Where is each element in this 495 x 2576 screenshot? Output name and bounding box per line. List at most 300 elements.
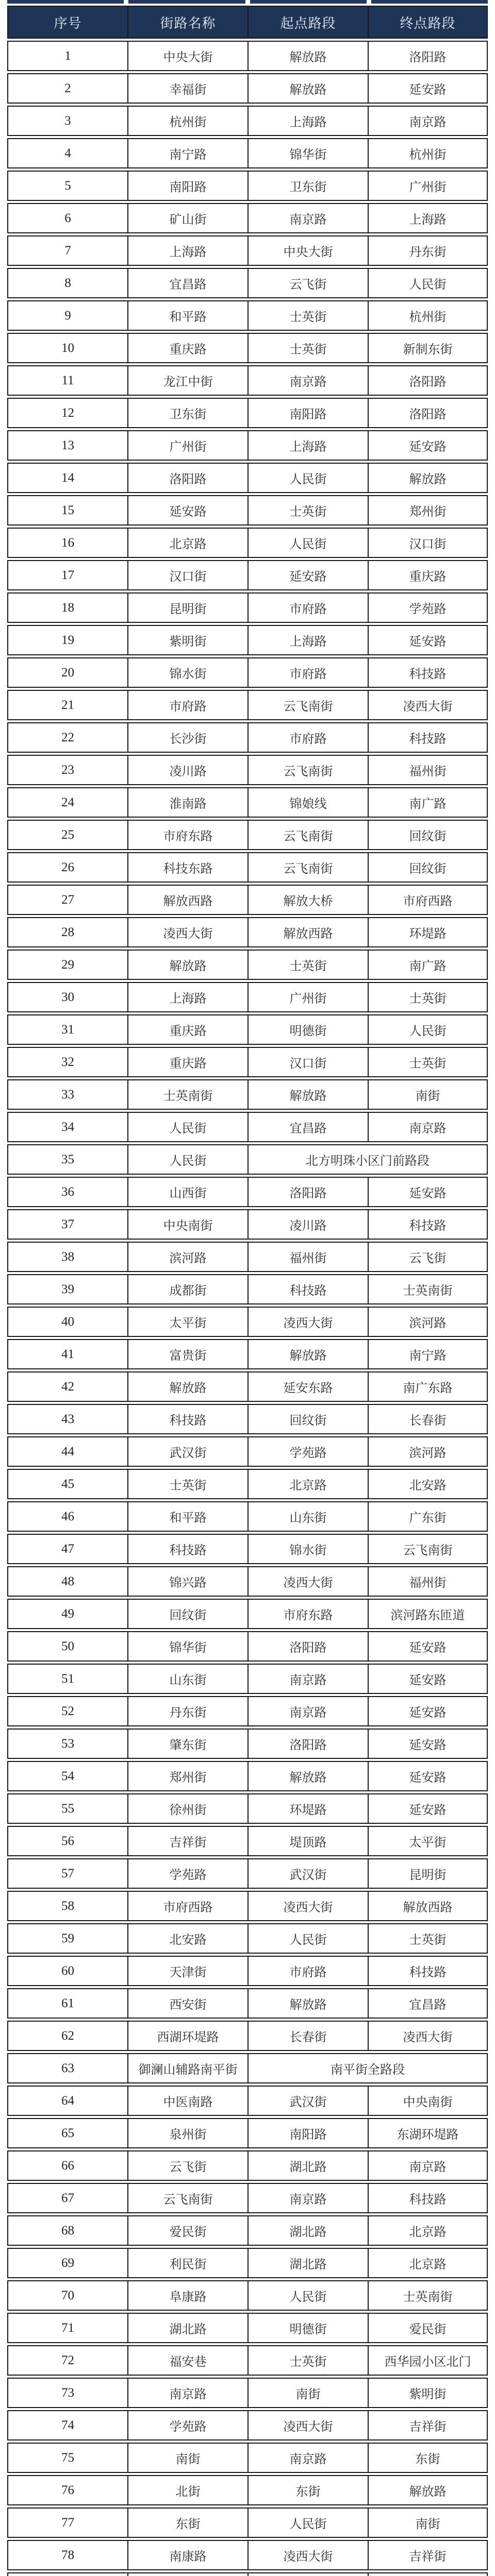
header-cell-start-section: 起点路段 <box>248 6 368 39</box>
table-row <box>7 1566 488 1597</box>
end-section-cell: 滨河路 <box>368 1436 488 1467</box>
row-index-cell: 3 <box>7 106 127 136</box>
start-section-cell: 解放路 <box>248 41 368 71</box>
end-section-cell: 杭州街 <box>368 300 488 331</box>
start-section-cell: 南京路 <box>248 1664 368 1694</box>
table-row <box>7 268 488 298</box>
end-section-cell: 滨河路 <box>368 1307 488 1337</box>
start-section-cell: 南京路 <box>248 2183 368 2213</box>
start-section-cell: 凌西大街 <box>248 2540 368 2570</box>
street-name-cell: 郑州街 <box>127 1761 248 1791</box>
start-section-cell: 回纹街 <box>248 1404 368 1434</box>
row-index-cell: 19 <box>7 625 127 655</box>
street-name-cell: 吉祥街 <box>127 1826 248 1856</box>
table-row <box>7 2443 488 2473</box>
end-section-cell: 云飞街 <box>368 1242 488 1272</box>
street-name-cell: 昆明街 <box>127 592 248 623</box>
street-name-cell: 学苑路 <box>127 2410 248 2441</box>
end-section-cell: 上海路 <box>368 203 488 233</box>
row-index-cell: 55 <box>7 1793 127 1824</box>
end-section-cell: 郑州街 <box>368 495 488 526</box>
row-index-cell: 44 <box>7 1436 127 1467</box>
table-row <box>7 41 488 71</box>
end-section-cell: 科技路 <box>368 1209 488 1240</box>
start-section-cell: 解放路 <box>248 1988 368 2019</box>
row-index-cell: 41 <box>7 1339 127 1369</box>
street-name-cell: 滨河路 <box>127 1242 248 1272</box>
end-section-cell: 新制东街 <box>368 333 488 363</box>
street-name-cell: 解放路 <box>127 950 248 980</box>
street-name-cell: 重庆路 <box>127 1047 248 1077</box>
street-name-cell: 重庆路 <box>127 333 248 363</box>
start-section-cell: 延安路 <box>248 560 368 590</box>
row-index-cell: 43 <box>7 1404 127 1434</box>
table-row <box>7 2150 488 2181</box>
street-name-cell: 重庆路 <box>127 1014 248 1045</box>
start-section-cell: 南京路 <box>248 365 368 396</box>
start-section-cell: 东街 <box>248 2475 368 2505</box>
end-section-cell: 北京路 <box>368 2248 488 2278</box>
end-section-cell: 福州街 <box>368 755 488 785</box>
start-section-cell: 山东街 <box>248 1501 368 1532</box>
row-index-cell: 35 <box>7 1144 127 1175</box>
table-row <box>7 495 488 526</box>
row-index-cell: 1 <box>7 41 127 71</box>
row-index-cell: 68 <box>7 2215 127 2246</box>
start-section-cell: 凌川路 <box>248 1209 368 1240</box>
table-row <box>7 1112 488 1142</box>
street-name-cell: 北京路 <box>127 528 248 558</box>
end-section-cell: 市府西路 <box>368 885 488 915</box>
header-row <box>7 6 488 39</box>
table-row <box>7 106 488 136</box>
end-section-cell: 太平街 <box>368 1826 488 1856</box>
start-section-cell: 凌西大街 <box>248 1891 368 1921</box>
row-index-cell: 51 <box>7 1664 127 1694</box>
table-row <box>7 300 488 331</box>
end-section-cell: 吉祥街 <box>368 2540 488 2570</box>
start-section-cell: 解放路 <box>248 1761 368 1791</box>
end-section-cell: 广东街 <box>368 1501 488 1532</box>
street-name-cell: 泉州街 <box>127 2118 248 2148</box>
row-index-cell: 48 <box>7 1566 127 1597</box>
row-index-cell: 53 <box>7 1728 127 1759</box>
end-section-cell: 延安路 <box>368 625 488 655</box>
start-section-cell: 明德街 <box>248 1014 368 1045</box>
row-index-cell: 9 <box>7 300 127 331</box>
table-row <box>7 1242 488 1272</box>
end-section-cell: 汉口街 <box>368 528 488 558</box>
start-section-cell: 堤顶路 <box>248 1826 368 1856</box>
start-section-cell: 凌西大街 <box>248 1307 368 1337</box>
table-row <box>7 1858 488 1889</box>
cropped-previous-row <box>0 0 495 4</box>
street-name-cell: 宜昌路 <box>127 268 248 298</box>
start-section-cell: 湖北路 <box>248 2150 368 2181</box>
end-section-cell: 人民街 <box>368 268 488 298</box>
start-section-cell: 科技路 <box>248 1274 368 1304</box>
row-index-cell: 18 <box>7 592 127 623</box>
table-row <box>7 138 488 168</box>
row-index-cell: 75 <box>7 2443 127 2473</box>
start-section-cell: 南京路 <box>248 2443 368 2473</box>
start-section-cell: 市府路 <box>248 1956 368 1986</box>
street-name-cell: 延安路 <box>127 495 248 526</box>
start-section-cell: 云飞南街 <box>248 755 368 785</box>
street-name-cell: 肇东街 <box>127 1728 248 1759</box>
street-name-cell: 太平街 <box>127 1307 248 1337</box>
start-section-cell: 湖北路 <box>248 2248 368 2278</box>
row-index-cell: 54 <box>7 1761 127 1791</box>
row-index-cell: 26 <box>7 852 127 883</box>
start-section-cell: 环堤路 <box>248 1793 368 1824</box>
table-row <box>7 2183 488 2213</box>
end-section-cell: 士英南街 <box>368 1274 488 1304</box>
table-row <box>7 1793 488 1824</box>
table-row <box>7 1891 488 1921</box>
start-section-cell: 卫东街 <box>248 171 368 201</box>
row-index-cell: 52 <box>7 1696 127 1726</box>
row-index-cell: 5 <box>7 171 127 201</box>
street-name-cell: 湖北路 <box>127 2313 248 2343</box>
end-section-cell: 重庆路 <box>368 560 488 590</box>
table-row <box>7 625 488 655</box>
table-row <box>7 1696 488 1726</box>
table-row <box>7 787 488 818</box>
street-name-cell: 洛阳路 <box>127 463 248 493</box>
end-section-cell: 延安路 <box>368 1696 488 1726</box>
table-row <box>7 2280 488 2311</box>
row-index-cell: 76 <box>7 2475 127 2505</box>
start-section-cell: 南街 <box>248 2378 368 2408</box>
end-section-cell: 凌西大街 <box>368 690 488 720</box>
row-index-cell: 49 <box>7 1599 127 1629</box>
row-index-cell: 24 <box>7 787 127 818</box>
table-row <box>7 235 488 266</box>
table-row <box>7 1177 488 1207</box>
street-name-cell: 山西街 <box>127 1177 248 1207</box>
row-index-cell: 73 <box>7 2378 127 2408</box>
table-row <box>7 1728 488 1759</box>
table-row <box>7 592 488 623</box>
end-section-cell: 西华园小区北门 <box>368 2345 488 2376</box>
street-name-cell: 科技路 <box>127 1404 248 1434</box>
street-name-cell: 成都街 <box>127 1274 248 1304</box>
street-name-cell: 丹东街 <box>127 1696 248 1726</box>
row-index-cell: 15 <box>7 495 127 526</box>
street-name-cell: 南康路 <box>127 2540 248 2570</box>
row-index-cell: 46 <box>7 1501 127 1532</box>
row-index-cell: 6 <box>7 203 127 233</box>
table-row <box>7 2410 488 2441</box>
row-index-cell: 64 <box>7 2086 127 2116</box>
end-section-cell: 南街 <box>368 2507 488 2538</box>
table-row <box>7 2021 488 2051</box>
row-index-cell: 65 <box>7 2118 127 2148</box>
street-name-cell: 杭州街 <box>127 106 248 136</box>
row-index-cell: 8 <box>7 268 127 298</box>
top-strip-segment <box>7 0 124 4</box>
row-index-cell: 27 <box>7 885 127 915</box>
start-section-cell: 湖北路 <box>248 2215 368 2246</box>
street-name-cell: 西安街 <box>127 1988 248 2019</box>
table-row <box>7 1501 488 1532</box>
table-row <box>7 1956 488 1986</box>
end-section-cell: 吉祥街 <box>368 2410 488 2441</box>
street-name-cell: 北街 <box>127 2475 248 2505</box>
start-section-cell: 凌西大街 <box>248 2410 368 2441</box>
table-row <box>7 1664 488 1694</box>
table-row <box>7 755 488 785</box>
table-body <box>7 41 488 2576</box>
table-row <box>7 73 488 104</box>
street-name-cell: 人民街 <box>127 1112 248 1142</box>
row-index-cell: 32 <box>7 1047 127 1077</box>
street-name-cell: 锦兴路 <box>127 1566 248 1597</box>
row-index-cell: 28 <box>7 917 127 947</box>
table-row <box>7 2572 488 2576</box>
table-row <box>7 1209 488 1240</box>
end-section-cell: 凌西大街 <box>368 2021 488 2051</box>
row-index-cell: 33 <box>7 1079 127 1110</box>
end-section-cell: 昆明街 <box>368 1858 488 1889</box>
end-section-cell: 延安路 <box>368 1631 488 1662</box>
table-row <box>7 1534 488 1564</box>
start-section-cell: 解放路 <box>248 1079 368 1110</box>
row-index-cell: 58 <box>7 1891 127 1921</box>
row-index-cell: 47 <box>7 1534 127 1564</box>
start-section-cell: 南京路 <box>248 203 368 233</box>
street-name-cell: 山东街 <box>127 1664 248 1694</box>
street-name-cell: 天津街 <box>127 1956 248 1986</box>
row-index-cell: 56 <box>7 1826 127 1856</box>
table-row <box>7 2540 488 2570</box>
table-row <box>7 2086 488 2116</box>
row-index-cell: 39 <box>7 1274 127 1304</box>
row-index-cell: 4 <box>7 138 127 168</box>
row-index-cell: 57 <box>7 1858 127 1889</box>
start-section-cell: 锦娘线 <box>248 787 368 818</box>
street-section-table <box>7 4 488 2576</box>
street-name-cell: 人民街 <box>127 1144 248 1175</box>
end-section-cell: 解放路 <box>368 463 488 493</box>
table-row <box>7 2248 488 2278</box>
end-section-cell: 士英街 <box>368 982 488 1012</box>
table-row <box>7 463 488 493</box>
start-section-cell: 市府路 <box>248 592 368 623</box>
end-section-cell: 中央南街 <box>368 2086 488 2116</box>
street-name-cell: 市府东路 <box>127 820 248 850</box>
table-row <box>7 1469 488 1499</box>
street-name-cell: 南街 <box>127 2443 248 2473</box>
start-section-cell: 宜昌路 <box>248 1112 368 1142</box>
end-section-cell: 杭州街 <box>368 138 488 168</box>
table-row <box>7 1761 488 1791</box>
table-row <box>7 1826 488 1856</box>
table-row <box>7 365 488 396</box>
start-section-cell: 人民街 <box>248 1923 368 1954</box>
start-section-cell: 南京路 <box>248 1696 368 1726</box>
start-section-cell: 武汉街 <box>248 2086 368 2116</box>
street-name-cell: 士英街 <box>127 1469 248 1499</box>
table-row <box>7 1014 488 1045</box>
table-row <box>7 885 488 915</box>
table-row <box>7 2118 488 2148</box>
table-row <box>7 1079 488 1110</box>
row-index-cell: 66 <box>7 2150 127 2181</box>
row-index-cell: 11 <box>7 365 127 396</box>
start-section-cell: 中央大街 <box>248 235 368 266</box>
start-section-cell: 洛阳路 <box>248 1728 368 1759</box>
start-section-cell: 士英街 <box>248 2345 368 2376</box>
table-row <box>7 1307 488 1337</box>
table-row <box>7 950 488 980</box>
row-index-cell: 78 <box>7 2540 127 2570</box>
start-section-cell: 解放路 <box>248 1339 368 1369</box>
end-section-cell: 回纹街 <box>368 852 488 883</box>
table-row <box>7 1274 488 1304</box>
street-name-cell: 上海路 <box>127 235 248 266</box>
table-header <box>7 6 488 39</box>
table-row <box>7 722 488 753</box>
row-index-cell: 72 <box>7 2345 127 2376</box>
end-section-cell: 宜昌路 <box>368 1988 488 2019</box>
street-name-cell: 汉口街 <box>127 560 248 590</box>
end-section-cell: 东湖环堤路 <box>368 2118 488 2148</box>
header-cell-street-name: 街路名称 <box>127 6 248 39</box>
table-row <box>7 528 488 558</box>
end-section-cell: 延安路 <box>368 1177 488 1207</box>
end-section-cell: 南京路 <box>368 106 488 136</box>
start-section-cell: 洛阳路 <box>248 1631 368 1662</box>
row-index-cell: 74 <box>7 2410 127 2441</box>
row-index-cell: 7 <box>7 235 127 266</box>
row-index-cell: 50 <box>7 1631 127 1662</box>
start-section-cell: 汉口街 <box>248 1047 368 1077</box>
table-row <box>7 1923 488 1954</box>
table-row <box>7 1436 488 1467</box>
street-name-cell: 士英南街 <box>127 1079 248 1110</box>
top-strip-segment <box>371 0 488 4</box>
street-name-cell: 东街 <box>127 2507 248 2538</box>
street-name-cell: 中医南路 <box>127 2086 248 2116</box>
street-name-cell: 淮南路 <box>127 787 248 818</box>
street-name-cell: 紫明街 <box>127 625 248 655</box>
start-section-cell: 凌西大街 <box>248 1566 368 1597</box>
end-section-cell: 人民街 <box>368 1014 488 1045</box>
table-row <box>7 820 488 850</box>
row-index-cell: 71 <box>7 2313 127 2343</box>
start-section-cell: 上海路 <box>248 106 368 136</box>
start-section-cell: 市府东路 <box>248 1599 368 1629</box>
end-section-cell: 南京路 <box>368 1112 488 1142</box>
start-section-cell: 上海路 <box>248 430 368 461</box>
row-index-cell: 22 <box>7 722 127 753</box>
table-row <box>7 2215 488 2246</box>
street-name-cell: 锦华街 <box>127 1631 248 1662</box>
table-row <box>7 1047 488 1077</box>
street-name-cell: 市府路 <box>127 690 248 720</box>
street-name-cell: 科技东路 <box>127 852 248 883</box>
start-section-cell: 南阳路 <box>248 398 368 428</box>
street-name-cell: 西湖环堤路 <box>127 2021 248 2051</box>
street-name-cell: 长沙街 <box>127 722 248 753</box>
row-index-cell: 14 <box>7 463 127 493</box>
table-row <box>7 203 488 233</box>
end-section-cell: 解放路 <box>368 2475 488 2505</box>
start-section-cell: 南阳路 <box>248 2118 368 2148</box>
street-name-cell: 卫东街 <box>127 398 248 428</box>
row-index-cell: 29 <box>7 950 127 980</box>
start-section-cell: 洛阳路 <box>248 1177 368 1207</box>
table-row <box>7 560 488 590</box>
row-index-cell: 16 <box>7 528 127 558</box>
end-section-cell: 环堤路 <box>368 917 488 947</box>
end-section-cell: 延安路 <box>368 1664 488 1694</box>
start-section-cell: 锦华街 <box>248 138 368 168</box>
street-name-cell: 北安路 <box>127 1923 248 1954</box>
start-section-cell: 福州街 <box>248 1242 368 1272</box>
end-section-cell: 爱民街 <box>368 2313 488 2343</box>
table-row <box>7 1371 488 1402</box>
row-index-cell: 67 <box>7 2183 127 2213</box>
start-section-cell: 上海路 <box>248 625 368 655</box>
end-section-cell: 南广路 <box>368 787 488 818</box>
end-section-cell: 云飞南街 <box>368 1534 488 1564</box>
table-row <box>7 2507 488 2538</box>
start-section-cell: 士英街 <box>248 495 368 526</box>
row-index-cell: 30 <box>7 982 127 1012</box>
start-section-cell: 云飞街 <box>248 268 368 298</box>
row-index-cell: 77 <box>7 2507 127 2538</box>
start-section-cell: 解放大桥 <box>248 885 368 915</box>
end-section-cell: 学苑路 <box>368 592 488 623</box>
row-index-cell: 59 <box>7 1923 127 1954</box>
street-name-cell: 南京路 <box>127 2378 248 2408</box>
end-section-cell: 回纹街 <box>368 820 488 850</box>
top-strip-segment <box>128 0 245 4</box>
row-index-cell: 37 <box>7 1209 127 1240</box>
street-name-cell: 广州街 <box>127 430 248 461</box>
start-section-cell: 广州街 <box>248 982 368 1012</box>
end-section-cell: 延安路 <box>368 1793 488 1824</box>
table-row <box>7 1599 488 1629</box>
end-section-cell: 洛阳路 <box>368 398 488 428</box>
row-index-cell: 38 <box>7 1242 127 1272</box>
end-section-cell: 洛阳路 <box>368 365 488 396</box>
row-index-cell: 25 <box>7 820 127 850</box>
street-name-cell: 凌川路 <box>127 755 248 785</box>
start-section-cell: 锦水街 <box>248 1534 368 1564</box>
end-section-cell: 福州街 <box>368 1566 488 1597</box>
street-name-cell: 爱民街 <box>127 2215 248 2246</box>
street-name-cell: 解放西路 <box>127 885 248 915</box>
header-cell-end-section: 终点路段 <box>368 6 488 39</box>
table-row <box>7 430 488 461</box>
start-section-cell: 市府路 <box>248 657 368 688</box>
start-section-cell: 云飞南街 <box>248 852 368 883</box>
street-name-cell: 和平路 <box>127 1501 248 1532</box>
row-index-cell: 60 <box>7 1956 127 1986</box>
end-section-cell: 南街 <box>368 1079 488 1110</box>
row-index-cell: 21 <box>7 690 127 720</box>
street-name-cell: 南阳路 <box>127 171 248 201</box>
row-index-cell: 13 <box>7 430 127 461</box>
end-section-cell: 洛阳路 <box>368 41 488 71</box>
end-section-cell: 长春街 <box>368 1404 488 1434</box>
table-row <box>7 982 488 1012</box>
start-section-cell: 市府路 <box>248 722 368 753</box>
